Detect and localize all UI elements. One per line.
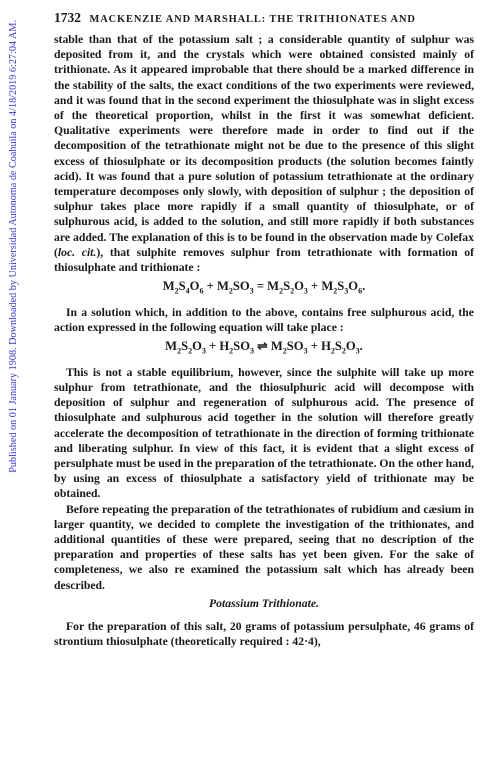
page <box>54 10 474 649</box>
paragraph-5: For the preparation of this salt, 20 grams of potassium persulphate, 46 grams of strontium thiosulphate (theoretically required : 42·4), <box>54 619 474 649</box>
download-watermark-text: Published on 01 January 1908. Downloaded by Universidad Autonoma de Coahuila on 4/18/2019 6:27:04 AM. <box>8 20 19 473</box>
equation-2: $M_2S_2O_3 + H_2SO_3$ ⇌ $M_2SO_3 + H_2S_2O_3$. <box>165 339 363 356</box>
paragraph-2: In a solution which, in addition to the above, contains free sulphurous acid, the action expressed in the following equation will take place : <box>54 305 474 334</box>
paragraph-4: Before repeating the preparation of the tetrathionates of rubidium and cæsium in larger quantity, we decided to complete the investigation of the trithionates, and additional quantities of these were prepared, seeing that no description of the preparation and properties of these salts has yet been given. For the sake of completeness, we also re examined the potassium salt which has already been described. <box>54 502 474 592</box>
download-watermark <box>7 20 21 752</box>
section-heading: Potassium Trithionate. <box>209 596 319 610</box>
paragraph-1 <box>54 32 474 275</box>
body-text <box>54 32 474 649</box>
citation-loc-cit: loc. cit. <box>57 245 97 259</box>
running-title: MACKENZIE AND MARSHALL: THE TRITHIONATES AND <box>89 14 416 25</box>
equation-1: $M_2S_4O_6 + M_2SO_3 = M_2S_2O_3 + M_2S_3O_6$. <box>162 279 366 296</box>
paragraph-1-text: stable than that of the potassium salt ; a considerable quantity of sulphur was deposited from it, and the crystals which were obtained consisted mainly of trithionate. As it appeared improbable that there should be a marked difference in the stability of the salts, the exact conditions of the two experiments were reviewed, and it was found that in the second experiment the thiosulphate was in slight excess of the theoretical proportion, whilst in the first it was somewhat deficient. Qualitative experiments were therefore made in order to find out if the decomposition of the tetrathionate might not be due to the presence of this slight excess of thiosulphate or its decomposition products (the solution becomes faintly acid). It was found that a pure solution of potassium tetrathionate at the ordinary temperature decomposes only slowly, with deposition of sulphur ; the deposition of sulphur takes place more rapidly if a small quantity of thiosulphate, or of sulphurous acid, is added to the solution, and still more rapidly if both substances are added. The explanation of this is to be found in the observation made by Colefax ( <box>54 33 474 259</box>
paragraph-3: This is not a stable equilibrium, however, since the sulphite will take up more sulphur from tetrathionate, and the thiosulphuric acid will decompose with deposition of sulphur and regeneration of sulphurous acid. The presence of thiosulphate and sulphurous acid together in the solution will therefore greatly accelerate the decomposition of tetrathionate in the direction of forming trithionate and liberating sulphur. In view of this fact, it is evident that a slight excess of persulphate must be used in the preparation of the tetrathionate. On the other hand, by using an excess of thiosulphate a satisfactory yield of trithionate may be obtained. <box>54 365 475 501</box>
page-number: 1732 <box>54 10 81 25</box>
running-head <box>54 10 474 32</box>
paragraph-1-end: ), that sulphite removes sulphur from tetrathionate with formation of thiosulphate and trithionate : <box>54 245 474 275</box>
